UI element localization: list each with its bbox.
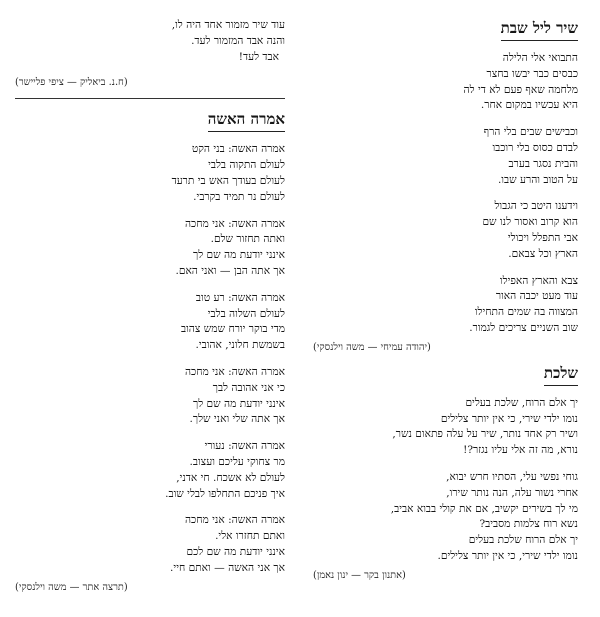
poem-line: אינני יודעת מה שם לך (193, 397, 285, 410)
credit-atar: (תרצה אתר — משה וילנסקי) (15, 581, 128, 593)
poem-line: אמרה האשה: אני מחכה (184, 217, 285, 230)
poem-line: לעולם נר תמיד בקרבי. (193, 190, 285, 203)
poem-line: עוד מעט יכבה האור (495, 290, 578, 303)
stanza (313, 274, 578, 337)
poem-line: ואתה תחזור שלם. (210, 233, 285, 246)
poem-line: על הטוב והרע שבו. (497, 173, 578, 186)
poem-line: וידענו היטב כי הגבול (494, 200, 578, 213)
poem-line: אבי התפלל ויכולי (507, 231, 578, 244)
stanza (313, 396, 578, 459)
poem-line: המצווה בה שמים התחילו (474, 306, 578, 319)
poem-line: והנה אבד המזמור לעד. (191, 34, 285, 47)
poem-line: לעולם התקוה בלבי (208, 159, 285, 172)
left-column (15, 18, 285, 603)
stanza (313, 470, 578, 565)
poem-line: הוא קרוב ואסור לנו שם (482, 216, 578, 229)
poem-line: הארץ וכל צבאם. (508, 247, 578, 260)
poem-line: ושיר רק אחד נותר, שיר על עלה פתאום נשר, (392, 428, 578, 441)
poem-line: יך אלם הרוח שלכת בעלים (468, 534, 578, 547)
poem-line: צבא והארץ האפילו (499, 274, 578, 287)
title-shalechet: שלכת (544, 364, 578, 386)
stanza (313, 199, 578, 262)
intro-stanza (15, 18, 285, 65)
poem-line: נומו ילדי שירי, כי אין יותר צלילים. (437, 549, 578, 562)
poem-line: אמרה האשה: נעורי (204, 440, 285, 453)
poem-line: אמרה האשה: רע טוב (195, 291, 285, 304)
poem-line: אינני יודעת מה שם לך (193, 249, 285, 262)
poem-line: והבית נסגר בערב (508, 157, 578, 170)
stanza (15, 439, 285, 502)
stanza (15, 217, 285, 280)
poem-line: נשא רוח צלמות מסביב? (479, 518, 578, 531)
poem-line: לעולם לא אשכח. חי אדני, (176, 471, 285, 484)
poem-line: ואתם תחזרו אלי. (215, 530, 285, 543)
poem-line: אמרה האשה: אני מחכה (184, 514, 285, 527)
credit-amichai: (יהודה עמיחי — משה וילנסקי) (313, 341, 431, 353)
poem-line: אמרה האשה: בני הקט (191, 143, 285, 156)
poem-line: שוב השניים צריכים לגמור. (469, 321, 578, 334)
poem-line: וכבישים שבים בלי הרף (483, 126, 578, 139)
poem-line: יך אלם הרוח, שלכת בעלים (465, 396, 578, 409)
poem-line: אך אתה שלי ואני שלך. (189, 413, 285, 426)
credit-bakar: (אתנון בקר — ינון נאמן) (313, 569, 406, 581)
title-shir-leil-shabat: שיר ליל שבת (501, 19, 578, 41)
poem-line: בשמשת חלוני, אהובי. (195, 339, 285, 352)
poem-line: כי אני אהובה לבך (212, 381, 285, 394)
title-amra-haisha: אמרה האשה (208, 110, 285, 132)
poem-line: אך אתה הבן — ואני האם. (175, 264, 285, 277)
poem-line: התבואי אלי הלילה (502, 52, 578, 64)
stanza (15, 142, 285, 205)
poem-line: מי לך בשירים יקשיב, אם את קולי בבוא אביב, (390, 502, 578, 515)
stanza (15, 513, 285, 576)
poem-line: מדי בוקר יורח שמש צהוב (180, 323, 285, 336)
poem-line: אינני יודעת מה שם לכם (186, 545, 285, 558)
poem-line: איך פניכם התחלפו לבלי שוב. (165, 487, 285, 500)
stanza (15, 291, 285, 354)
poem-line: אמרה האשה: אני מחכה (184, 365, 285, 378)
poem-line: לעולם השלוה בלבי (207, 307, 285, 320)
poem-line: גוחי נפשי עלי, הסתיו חרש יבוא, (446, 470, 578, 483)
poem-line: לבדם כסוס בלי רוכבו (492, 141, 578, 154)
poem-line: כבסים כבר יבשו בחצר (486, 67, 578, 80)
poem-line: מר צחוקי עליכם ועצוב. (189, 455, 285, 468)
poem-line: נורא, מה זה אלי עליו נגזר?! (463, 444, 578, 457)
credit-bialik: (ח.נ. ביאליק — ציפי פליישר) (15, 77, 128, 89)
poem-line: מלחמה שאף פעם לא די לה (463, 83, 578, 96)
poem-line: עוד שיר מזמור אחד היה לו, (171, 19, 285, 31)
stanza (313, 125, 578, 188)
poem-line: אחרי נשור עלה, הנה נותר שירו, (446, 486, 578, 499)
poem-line: אבד לעד! (238, 50, 279, 63)
right-column (313, 18, 578, 591)
poem-line: נומו ילדי שירי, כי אין יותר צלילים (440, 412, 578, 425)
divider (15, 98, 285, 99)
poem-line: היא עכשיו במקום אחר. (480, 99, 578, 112)
stanza (313, 51, 578, 114)
poem-line: לעולם בעודך האש בי תרעד (171, 174, 285, 187)
stanza (15, 365, 285, 428)
poem-line: אך אני האשה — ואתם חיי. (170, 561, 285, 574)
